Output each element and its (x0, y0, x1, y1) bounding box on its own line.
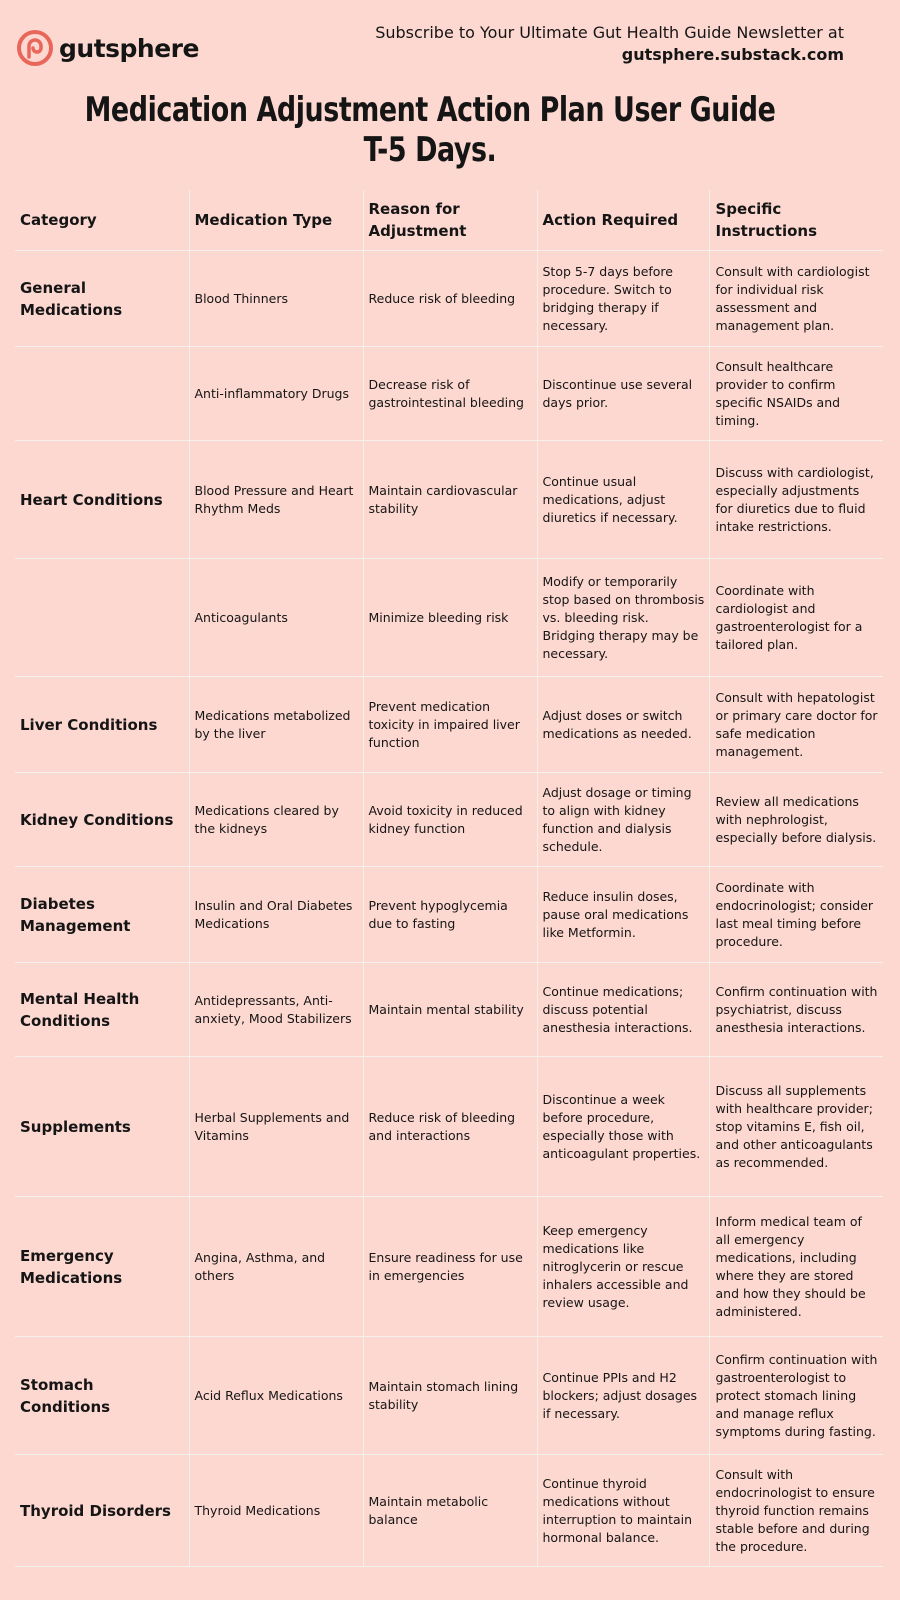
table-row (15, 1057, 883, 1197)
action-cell: Modify or temporarily stop based on thrombosis vs. bleeding risk. Bridging therapy may be necessary. (537, 559, 710, 677)
table-row (15, 251, 883, 347)
category-cell: Liver Conditions (15, 677, 189, 773)
medication-type-cell: Blood Pressure and Heart Rhythm Meds (189, 441, 363, 559)
action-cell: Discontinue a week before procedure, especially those with anticoagulant properties. (537, 1057, 710, 1197)
header-instructions: Specific Instructions (710, 190, 883, 251)
medication-type-cell: Anti-inflammatory Drugs (189, 347, 363, 441)
reason-cell: Ensure readiness for use in emergencies (363, 1197, 537, 1337)
table-row (15, 1197, 883, 1337)
category-cell: Thyroid Disorders (15, 1455, 189, 1567)
reason-cell: Decrease risk of gastrointestinal bleeding (363, 347, 537, 441)
category-cell: Heart Conditions (15, 441, 189, 559)
header-medication-type: Medication Type (189, 190, 363, 251)
gut-logo-icon (17, 30, 53, 66)
category-cell: Supplements (15, 1057, 189, 1197)
medication-type-cell: Angina, Asthma, and others (189, 1197, 363, 1337)
category-cell: Diabetes Management (15, 867, 189, 963)
medication-type-cell: Medications metabolized by the liver (189, 677, 363, 773)
page-title (52, 90, 809, 170)
instructions-cell: Discuss with cardiologist, especially adjustments for diuretics due to fluid intake restrictions. (710, 441, 883, 559)
medication-type-cell: Medications cleared by the kidneys (189, 773, 363, 867)
instructions-cell: Inform medical team of all emergency medications, including where they are stored and how they should be administered. (710, 1197, 883, 1337)
table-row (15, 867, 883, 963)
reason-cell: Prevent hypoglycemia due to fasting (363, 867, 537, 963)
table-row (15, 1337, 883, 1455)
brand-logo[interactable] (17, 30, 199, 66)
reason-cell: Reduce risk of bleeding and interactions (363, 1057, 537, 1197)
medication-type-cell: Blood Thinners (189, 251, 363, 347)
action-cell: Continue thyroid medications without interruption to maintain hormonal balance. (537, 1455, 710, 1567)
subscribe-notice (375, 22, 844, 66)
table-row (15, 773, 883, 867)
medication-type-cell: Herbal Supplements and Vitamins (189, 1057, 363, 1197)
category-cell: Kidney Conditions (15, 773, 189, 867)
reason-cell: Avoid toxicity in reduced kidney function (363, 773, 537, 867)
subscribe-text: Subscribe to Your Ultimate Gut Health Guide Newsletter at (375, 23, 844, 42)
title-line-1: Medication Adjustment Action Plan User Guide (84, 90, 776, 130)
header-action: Action Required (537, 190, 710, 251)
instructions-cell: Review all medications with nephrologist, especially before dialysis. (710, 773, 883, 867)
medication-type-cell: Thyroid Medications (189, 1455, 363, 1567)
subscribe-link[interactable]: gutsphere.substack.com (621, 45, 844, 64)
header (0, 0, 900, 190)
table-row (15, 347, 883, 441)
category-cell: Mental Health Conditions (15, 963, 189, 1057)
medication-table (15, 190, 883, 1567)
instructions-cell: Confirm continuation with gastroenterologist to protect stomach lining and manage reflux symptoms during fasting. (710, 1337, 883, 1455)
brand-name: gutsphere (59, 33, 199, 63)
instructions-cell: Discuss all supplements with healthcare provider; stop vitamins E, fish oil, and other anticoagulants as recommended. (710, 1057, 883, 1197)
instructions-cell: Consult with hepatologist or primary care doctor for safe medication management. (710, 677, 883, 773)
action-cell: Keep emergency medications like nitroglycerin or rescue inhalers accessible and review usage. (537, 1197, 710, 1337)
action-cell: Continue usual medications, adjust diuretics if necessary. (537, 441, 710, 559)
instructions-cell: Coordinate with endocrinologist; consider last meal timing before procedure. (710, 867, 883, 963)
header-category: Category (15, 190, 189, 251)
category-cell: Stomach Conditions (15, 1337, 189, 1455)
reason-cell: Maintain metabolic balance (363, 1455, 537, 1567)
instructions-cell: Consult healthcare provider to confirm specific NSAIDs and timing. (710, 347, 883, 441)
header-reason: Reason for Adjustment (363, 190, 537, 251)
category-cell: General Medications (15, 251, 189, 347)
reason-cell: Reduce risk of bleeding (363, 251, 537, 347)
table-header-row (15, 190, 883, 251)
table-row (15, 441, 883, 559)
table-row (15, 963, 883, 1057)
instructions-cell: Consult with endocrinologist to ensure thyroid function remains stable before and during the procedure. (710, 1455, 883, 1567)
table-row (15, 1455, 883, 1567)
category-cell (15, 559, 189, 677)
action-cell: Reduce insulin doses, pause oral medications like Metformin. (537, 867, 710, 963)
reason-cell: Maintain stomach lining stability (363, 1337, 537, 1455)
action-cell: Adjust dosage or timing to align with kidney function and dialysis schedule. (537, 773, 710, 867)
table-row (15, 559, 883, 677)
medication-type-cell: Acid Reflux Medications (189, 1337, 363, 1455)
title-line-2: T-5 Days. (363, 130, 497, 170)
instructions-cell: Confirm continuation with psychiatrist, discuss anesthesia interactions. (710, 963, 883, 1057)
action-cell: Stop 5-7 days before procedure. Switch to bridging therapy if necessary. (537, 251, 710, 347)
instructions-cell: Consult with cardiologist for individual risk assessment and management plan. (710, 251, 883, 347)
reason-cell: Maintain cardiovascular stability (363, 441, 537, 559)
table-row (15, 677, 883, 773)
action-cell: Continue PPIs and H2 blockers; adjust dosages if necessary. (537, 1337, 710, 1455)
category-cell: Emergency Medications (15, 1197, 189, 1337)
reason-cell: Maintain mental stability (363, 963, 537, 1057)
medication-type-cell: Antidepressants, Anti-anxiety, Mood Stabilizers (189, 963, 363, 1057)
action-cell: Adjust doses or switch medications as needed. (537, 677, 710, 773)
medication-type-cell: Insulin and Oral Diabetes Medications (189, 867, 363, 963)
instructions-cell: Coordinate with cardiologist and gastroenterologist for a tailored plan. (710, 559, 883, 677)
reason-cell: Prevent medication toxicity in impaired liver function (363, 677, 537, 773)
medication-type-cell: Anticoagulants (189, 559, 363, 677)
reason-cell: Minimize bleeding risk (363, 559, 537, 677)
action-cell: Continue medications; discuss potential anesthesia interactions. (537, 963, 710, 1057)
category-cell (15, 347, 189, 441)
action-cell: Discontinue use several days prior. (537, 347, 710, 441)
